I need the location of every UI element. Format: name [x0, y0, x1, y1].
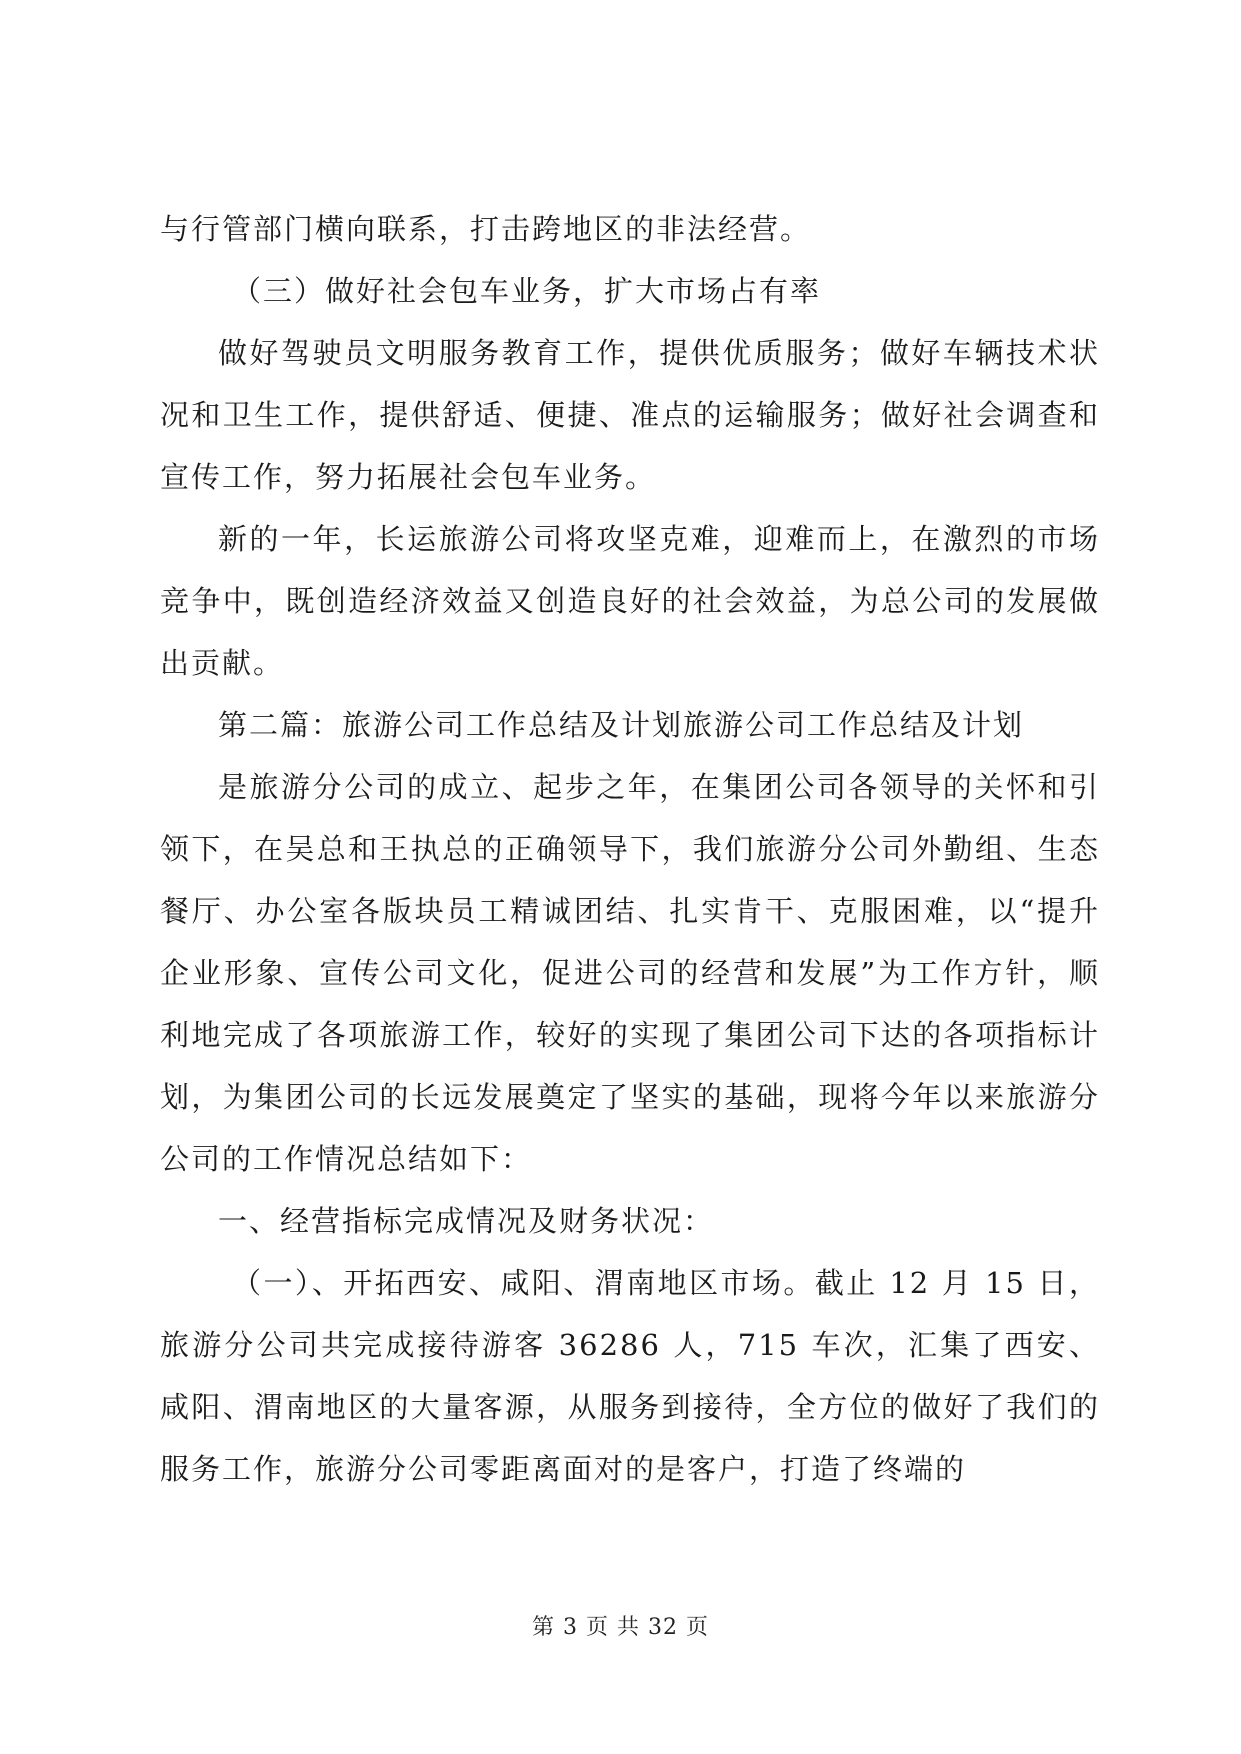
paragraph-continuation: 与行管部门横向联系，打击跨地区的非法经营。	[160, 212, 812, 246]
paragraph-driver-service: 做好驾驶员文明服务教育工作，提供优质服务；做好车辆技术状况和卫生工作，提供舒适、便捷、准点的运输服务；做好社会调查和宣传工作，努力拓展社会包车业务。	[160, 336, 1100, 494]
document-body	[160, 198, 1100, 1500]
paragraph-market-expansion: （一）、开拓西安、咸阳、渭南地区市场。截止 12 月 15 日，旅游分公司共完成接待游客 36286 人，715 车次，汇集了西安、咸阳、渭南地区的大量客源，从服务到接待，全方位的做好了我们的服务工作，旅游分公司零距离面对的是客户，打造了终端的	[160, 1266, 1100, 1486]
page-footer: 第 3 页 共 32 页	[532, 1615, 709, 1640]
section-heading-charter: （三）做好社会包车业务，扩大市场占有率	[232, 274, 822, 308]
part-two-heading: 第二篇：旅游公司工作总结及计划旅游公司工作总结及计划	[218, 708, 1025, 742]
paragraph-new-year: 新的一年，长运旅游公司将攻坚克难，迎难而上，在激烈的市场竞争中，既创造经济效益又创造良好的社会效益，为总公司的发展做出贡献。	[160, 522, 1100, 680]
paragraph-summary-intro: 是旅游分公司的成立、起步之年，在集团公司各领导的关怀和引领下，在吴总和王执总的正确领导下，我们旅游分公司外勤组、生态餐厅、办公室各版块员工精诚团结、扎实肯干、克服困难，以“提升企业形象、宣传公司文化，促进公司的经营和发展”为工作方针，顺利地完成了各项旅游工作，较好的实现了集团公司下达的各项指标计划，为集团公司的长远发展奠定了坚实的基础，现将今年以来旅游分公司的工作情况总结如下：	[160, 770, 1100, 1176]
section-heading-indicators: 一、经营指标完成情况及财务状况：	[218, 1204, 715, 1238]
